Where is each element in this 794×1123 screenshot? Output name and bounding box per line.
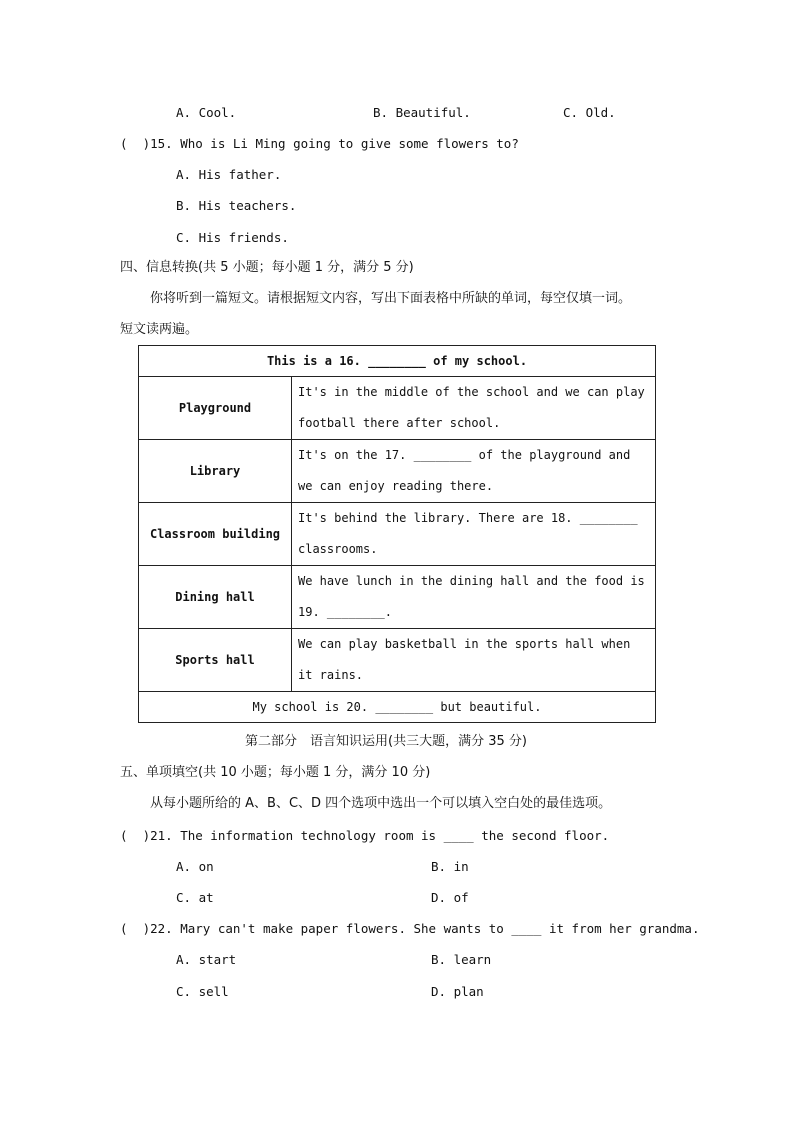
q22-prompt: ( )22. Mary can't make paper flowers. She wants to ____ it from her grandma. [120,921,700,936]
q14-option-c: C. Old. [563,105,616,120]
q21-option-b: B. in [431,859,469,874]
place-classroom-building: Classroom building [139,503,292,566]
q21-option-d: D. of [431,890,469,905]
place-dining-hall: Dining hall [139,566,292,629]
section5-heading: 五、单项填空(共 10 小题；每小题 1 分，满分 10 分) [120,765,431,780]
part2-title: 第二部分 语言知识运用(共三大题，满分 35 分) [245,734,527,749]
section4-instruction: 你将听到一篇短文。请根据短文内容，写出下面表格中所缺的单词，每空仅填一词。 [150,291,632,306]
q21-prompt: ( )21. The information technology room is ____ the second floor. [120,828,610,843]
desc-playground: It's in the middle of the school and we can play football there after school. [292,377,656,440]
desc-dining-hall: We have lunch in the dining hall and the food is 19. ________. [292,566,656,629]
section4-instruction-cont: 短文读两遍。 [120,322,199,337]
section5-instruction: 从每小题所给的 A、B、C、D 四个选项中选出一个可以填入空白处的最佳选项。 [150,796,612,811]
table-row [139,503,656,566]
q21-option-c: C. at [176,890,214,905]
q22-option-a: A. start [176,952,237,967]
place-playground: Playground [139,377,292,440]
desc-sports-hall: We can play basketball in the sports hall when it rains. [292,629,656,692]
table-row [139,629,656,692]
q22-option-c: C. sell [176,984,229,999]
place-library: Library [139,440,292,503]
q22-option-d: D. plan [431,984,484,999]
table-footer: My school is 20. ________ but beautiful. [139,692,656,723]
table-header: This is a 16. ________ of my school. [139,346,656,377]
info-table [138,345,656,723]
q15-prompt: ( )15. Who is Li Ming going to give some flowers to? [120,136,519,151]
q15-option-b: B. His teachers. [176,198,297,213]
q14-option-a: A. Cool. [176,105,237,120]
table-row [139,440,656,503]
q14-option-b: B. Beautiful. [373,105,471,120]
q15-option-c: C. His friends. [176,230,289,245]
q22-option-b: B. learn [431,952,492,967]
table-row [139,377,656,440]
desc-library: It's on the 17. ________ of the playground and we can enjoy reading there. [292,440,656,503]
desc-classroom-building: It's behind the library. There are 18. ________ classrooms. [292,503,656,566]
q15-option-a: A. His father. [176,167,282,182]
place-sports-hall: Sports hall [139,629,292,692]
table-row [139,566,656,629]
q21-option-a: A. on [176,859,214,874]
section4-heading: 四、信息转换(共 5 小题；每小题 1 分，满分 5 分) [120,260,414,275]
